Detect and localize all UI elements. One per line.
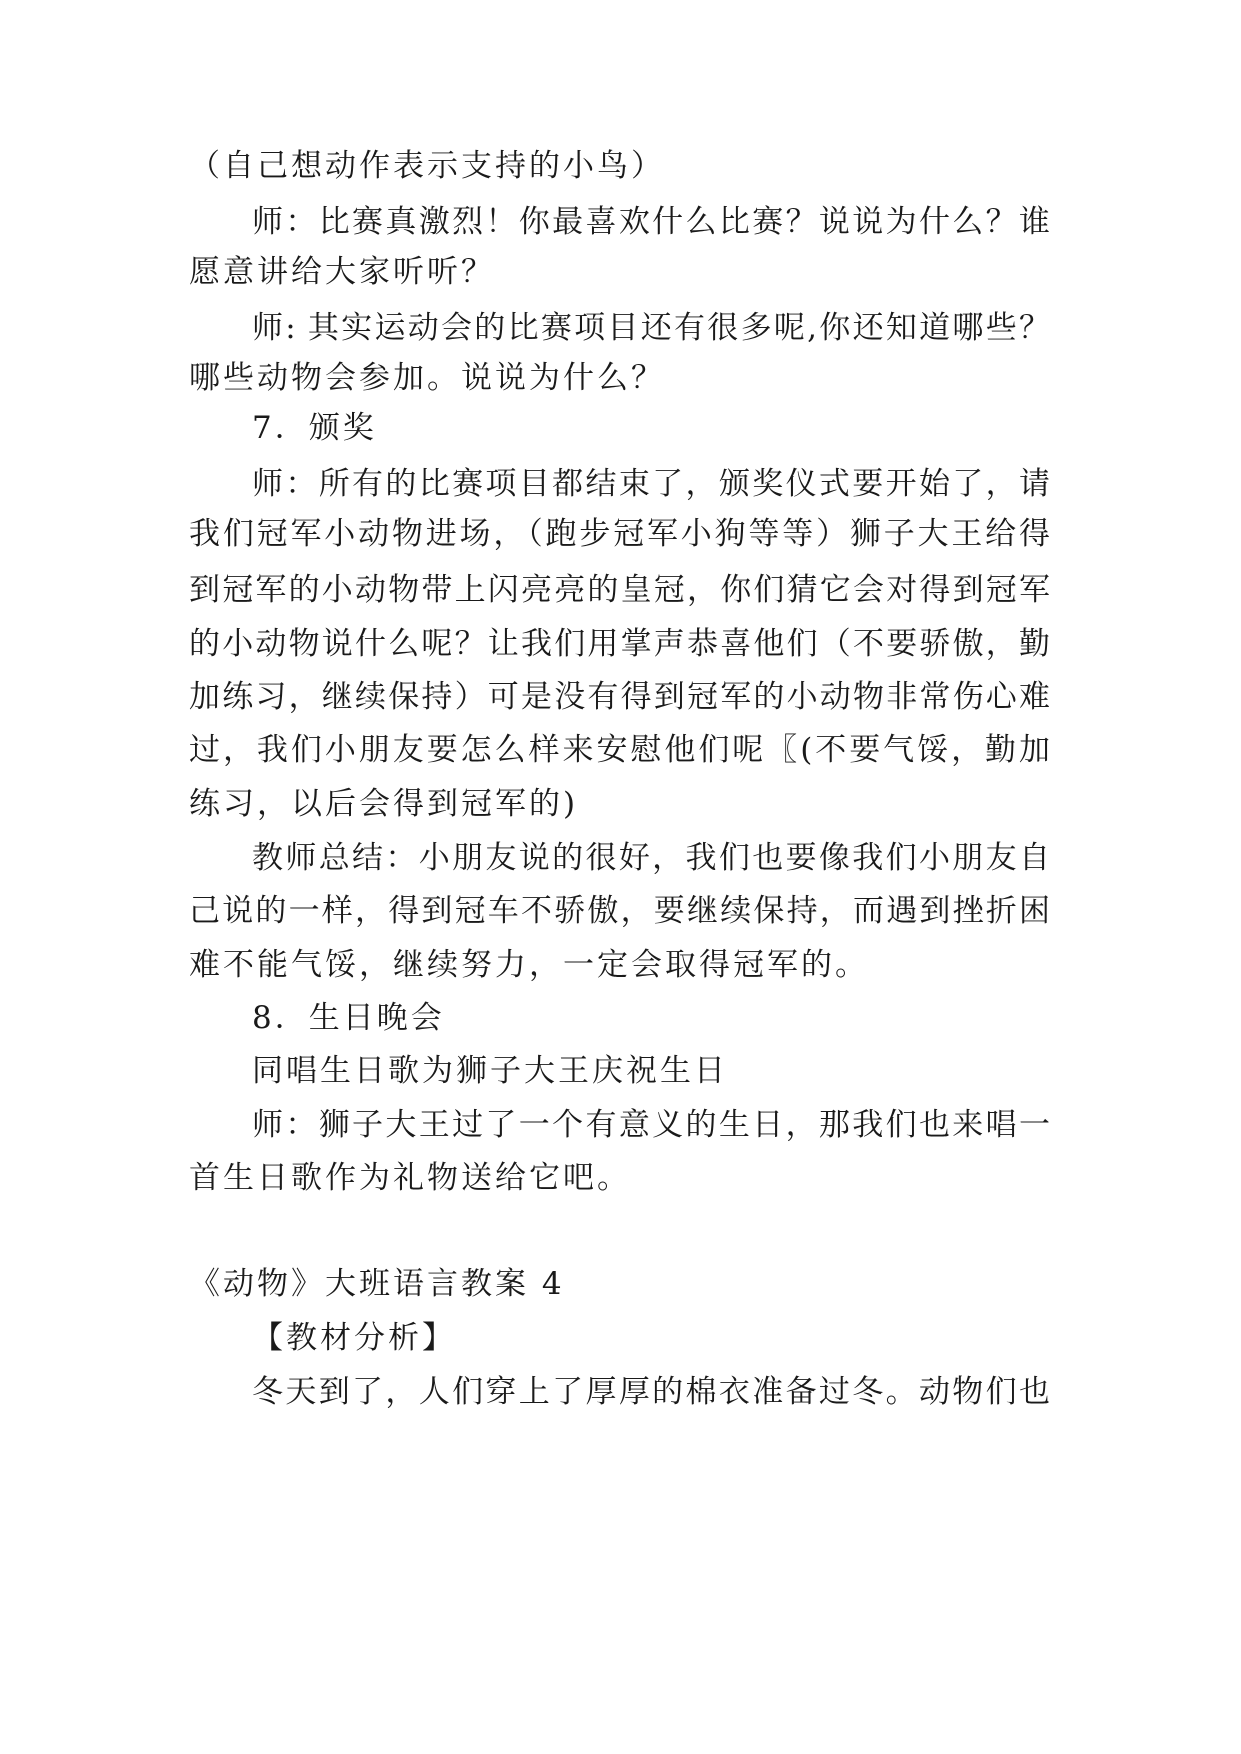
section-heading: 8．生日晚会 <box>252 1000 445 1036</box>
paragraph-line: 练习，以后会得到冠军的) <box>189 786 579 822</box>
paragraph-line: 的小动物说什么呢？让我们用掌声恭喜他们（不要骄傲，勤 <box>189 626 1050 662</box>
paragraph-line: 难不能气馁，继续努力，一定会取得冠军的。 <box>189 947 869 983</box>
paragraph-line: 师：所有的比赛项目都结束了，颁奖仪式要开始了，请 <box>252 466 1050 502</box>
paragraph-line: 师：狮子大王过了一个有意义的生日，那我们也来唱一 <box>252 1107 1050 1143</box>
paragraph-line: 到冠军的小动物带上闪亮亮的皇冠，你们猜它会对得到冠军 <box>189 572 1050 608</box>
paragraph-line: 我们冠军小动物进场，（跑步冠军小狗等等）狮子大王给得 <box>189 516 1050 552</box>
paragraph-line: 愿意讲给大家听听？ <box>189 254 495 290</box>
paragraph-line: 哪些动物会参加。说说为什么？ <box>189 360 665 396</box>
section-heading: 7．颁奖 <box>252 410 377 446</box>
document-title: 《动物》大班语言教案 4 <box>189 1266 565 1302</box>
paragraph-line: 冬天到了，人们穿上了厚厚的棉衣准备过冬。动物们也 <box>252 1374 1050 1410</box>
paragraph-line: 加练习，继续保持）可是没有得到冠军的小动物非常伤心难 <box>189 679 1050 715</box>
paragraph-line: 教师总结：小朋友说的很好，我们也要像我们小朋友自 <box>252 840 1050 876</box>
paragraph-line: 首生日歌作为礼物送给它吧。 <box>189 1160 631 1196</box>
section-heading: 【教材分析】 <box>252 1320 456 1356</box>
paragraph-line: 师: 其实运动会的比赛项目还有很多呢,你还知道哪些？ <box>252 310 1050 346</box>
paragraph-line: 同唱生日歌为狮子大王庆祝生日 <box>252 1053 728 1089</box>
paragraph-line: 师：比赛真激烈！你最喜欢什么比赛？说说为什么？谁 <box>252 204 1050 240</box>
paragraph-line: 己说的一样，得到冠车不骄傲，要继续保持，而遇到挫折困 <box>189 893 1050 929</box>
paragraph-line: （自己想动作表示支持的小鸟） <box>189 148 665 184</box>
paragraph-line: 过，我们小朋友要怎么样来安慰他们呢〖(不要气馁，勤加 <box>189 732 1050 768</box>
